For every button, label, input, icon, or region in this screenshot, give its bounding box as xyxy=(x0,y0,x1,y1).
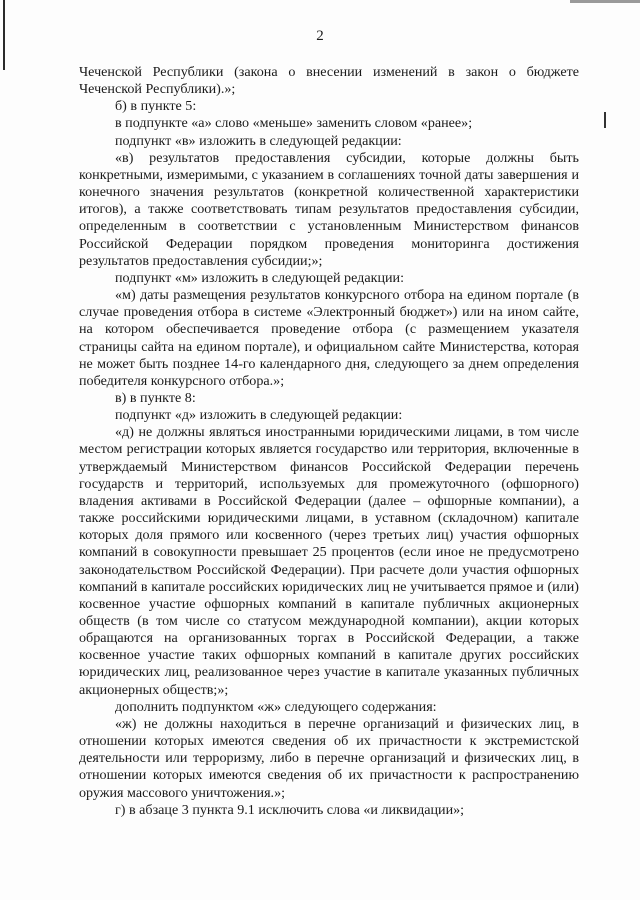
paragraph: «в) результатов предоставления субсидии, которые должны быть конкретными, измеримыми, с указанием в соглашениях точной даты завершения и конечного значения результатов (конкретной количественной характеристики итогов), а также соответствовать типам результатов предоставления субсидии, определенным в соответствии с установленным Министерством финансов Российской Федерации порядком проведения мониторинга достижения результатов предоставления субсидии;»; xyxy=(79,149,579,269)
paragraph: б) в пункте 5: xyxy=(115,98,197,115)
paragraph: «ж) не должны находиться в перечне организаций и физических лиц, в отношении которых имеются сведения об их причастности к экстремистской деятельности или терроризму, либо в перечне организаций и физических лиц, в отношении которых имеются сведения об их причастности к распространению оружия массового уничтожения.»; xyxy=(79,715,579,801)
paragraph: дополнить подпунктом «ж» следующего содержания: xyxy=(115,698,437,715)
paragraph: подпункт «м» изложить в следующей редакции: xyxy=(115,269,404,286)
paragraph: подпункт «в» изложить в следующей редакции: xyxy=(115,132,402,149)
page-number: 2 xyxy=(316,28,324,44)
paragraph: «д) не должны являться иностранными юридическими лицами, в том числе местом регистрации которых является государство или территория, включенные в утверждаемый Министерством финансов Российской Федерации перечень государств и территорий, используемых для промежуточного (офшорного) владения активами в Российской Федерации (далее – офшорные компании), а также российскими юридическими лицами, в уставном (складочном) капитале которых доля прямого или косвенного (через третьих лиц) участия офшорных компаний в совокупности превышает 25 процентов (если иное не предусмотрено законодательством Российской Федерации). При расчете доли участия офшорных компаний в капитале российских юридических лиц не учитывается прямое и (или) косвенное участие офшорных компаний в капитале публичных акционерных обществ (в том числе со статусом международной компании), акции которых обращаются на организованных торгах в Российской Федерации, а также косвенное участие таких офшорных компаний в капитале других российских юридических лиц, реализованное через участие в капитале указанных публичных акционерных обществ;»; xyxy=(79,424,579,698)
paragraph: в) в пункте 8: xyxy=(115,389,196,406)
paragraph: Чеченской Республики (закона о внесении изменений в закон о бюджете Чеченской Республики).»; xyxy=(79,64,579,98)
document-body xyxy=(79,64,579,819)
paragraph: в подпункте «а» слово «меньше» заменить словом «ранее»; xyxy=(115,115,473,132)
scan-edge-top-right xyxy=(570,0,640,3)
paragraph: «м) даты размещения результатов конкурсного отбора на едином портале (в случае проведения отбора в системе «Электронный бюджет») или на ином сайте, на котором обеспечивается проведение отбора (с размещением указателя страницы сайта на едином портале), и официальном сайте Министерства, которая не может быть позднее 14-го календарного дня, следующего за днем определения победителя конкурсного отбора.»; xyxy=(79,287,579,389)
paragraph: г) в абзаце 3 пункта 9.1 исключить слова «и ликвидации»; xyxy=(115,801,465,818)
paragraph: подпункт «д» изложить в следующей редакции: xyxy=(115,407,403,424)
scan-mark xyxy=(604,112,606,128)
